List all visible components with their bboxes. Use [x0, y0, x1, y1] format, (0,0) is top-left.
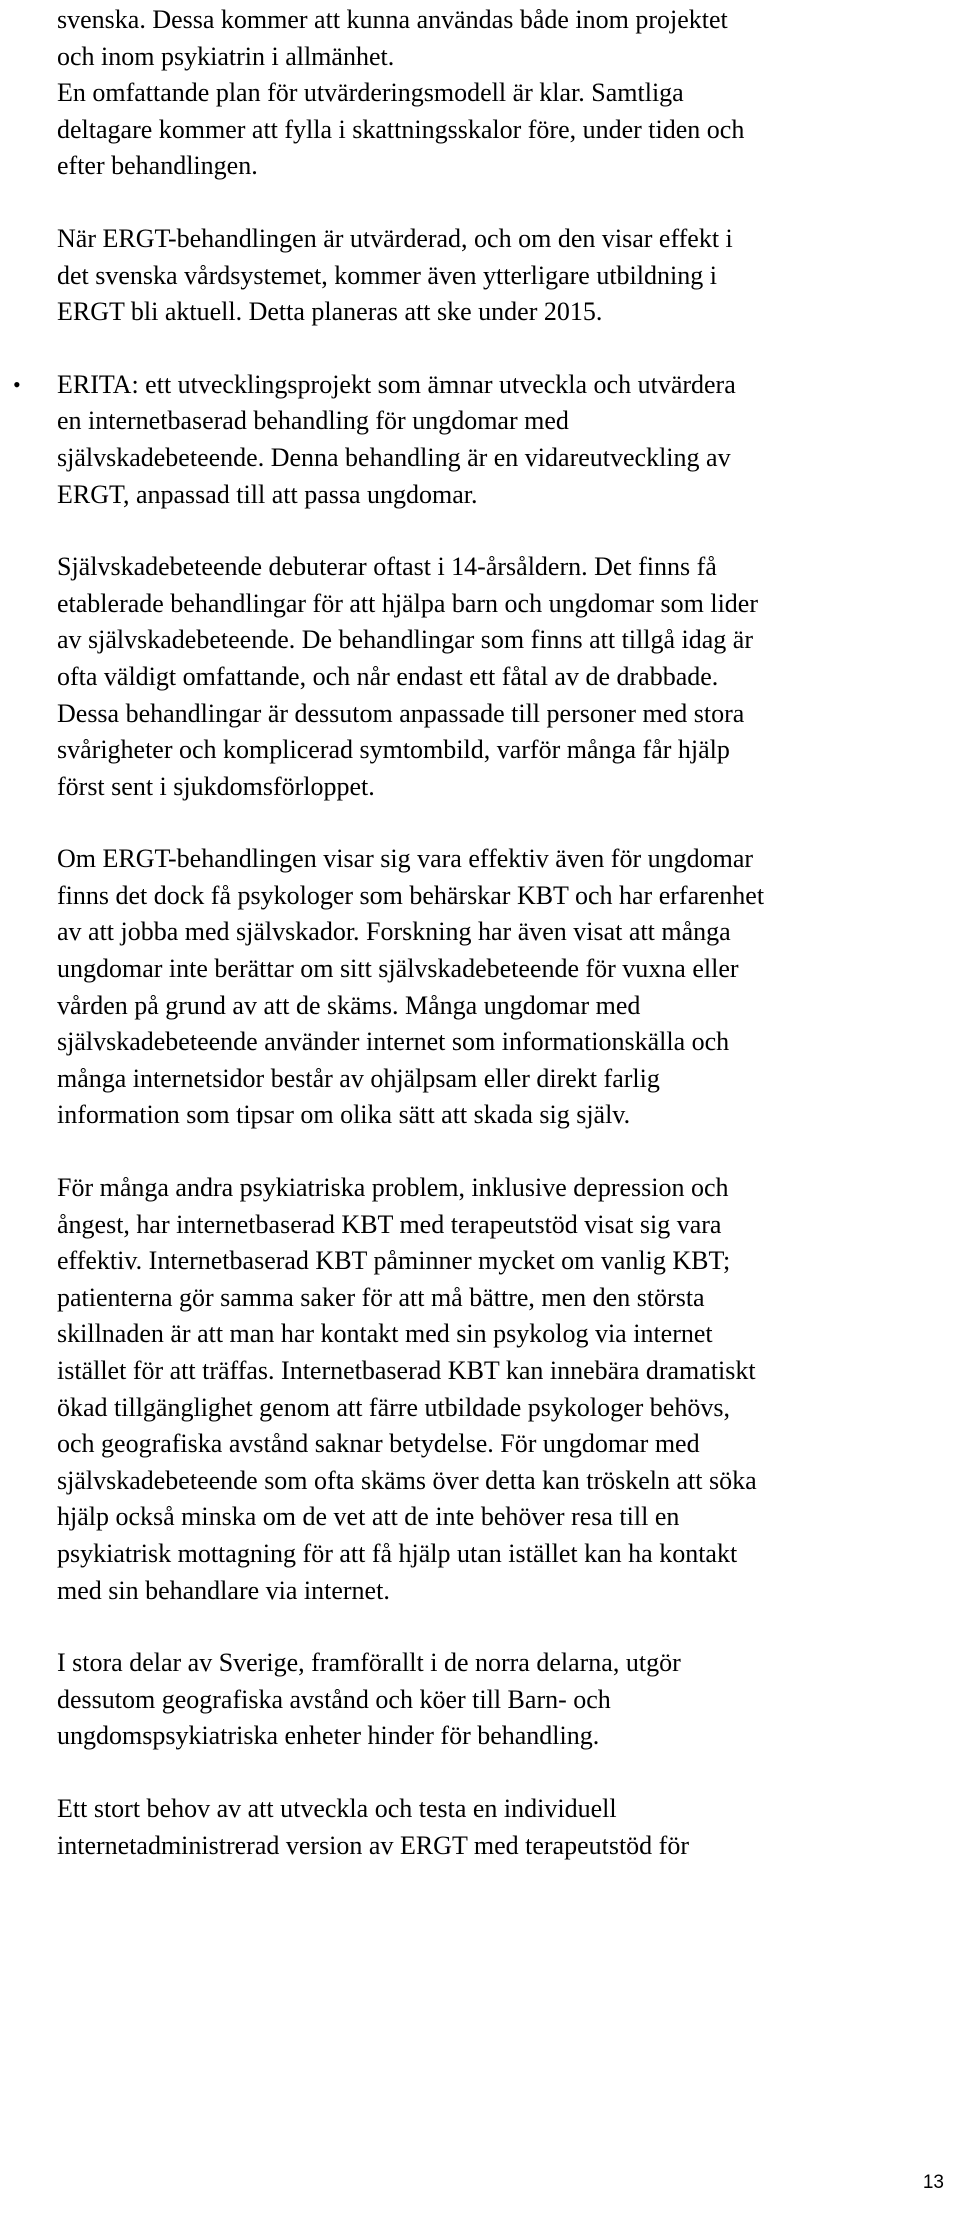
text-line: information som tipsar om olika sätt att skada sig själv. [57, 1100, 631, 1130]
text-line: av självskadebeteende. De behandlingar som finns att tillgå idag är [57, 625, 753, 655]
paragraph-evaluation-plan [57, 2, 937, 185]
text-line: först sent i sjukdomsförloppet. [57, 771, 375, 801]
paragraph-ergt-training [57, 221, 937, 331]
text-line: efter behandlingen. [57, 151, 258, 181]
text-line: självskadebeteende som ofta skäms över detta kan tröskeln att söka [57, 1465, 757, 1495]
paragraph-ergt-youth [57, 841, 937, 1134]
text-line: etablerade behandlingar för att hjälpa barn och ungdomar som lider [57, 588, 759, 618]
text-line: När ERGT-behandlingen är utvärderad, och om den visar effekt i [57, 223, 733, 253]
text-line: många internetsidor består av ohjälpsam eller direkt farlig [57, 1063, 660, 1093]
paragraph-self-harm-onset [57, 549, 937, 805]
text-line: svenska. Dessa kommer att kunna användas både inom projektet [57, 5, 728, 34]
text-line: I stora delar av Sverige, framförallt i de norra delarna, utgör [57, 1648, 681, 1678]
paragraph-geographic-distance [57, 1645, 937, 1755]
paragraph-gap [57, 331, 937, 367]
text-line: En omfattande plan för utvärderingsmodell är klar. Samtliga [57, 78, 684, 108]
page-number: 13 [922, 2172, 944, 2193]
text-line: med sin behandlare via internet. [57, 1575, 390, 1605]
text-line: en internetbaserad behandling för ungdomar med [57, 406, 569, 436]
text-line: ERGT, anpassad till att passa ungdomar. [57, 479, 478, 509]
paragraph-gap [57, 513, 937, 549]
text-line: deltagare kommer att fylla i skattningsskalor före, under tiden och [57, 114, 745, 144]
text-line: självskadebeteende. Denna behandling är en vidareutveckling av [57, 442, 731, 472]
document-body [13, 0, 937, 1864]
text-line: dessutom geografiska avstånd och köer till Barn- och [57, 1684, 611, 1714]
text-line: psykiatrisk mottagning för att få hjälp utan istället kan ha kontakt [57, 1538, 738, 1568]
text-line: ökad tillgänglighet genom att färre utbildade psykologer behövs, [57, 1392, 730, 1422]
text-line: hjälp också minska om de vet att de inte behöver resa till en [57, 1502, 680, 1532]
text-line: patienterna gör samma saker för att må bättre, men den största [57, 1282, 705, 1312]
text-line: av att jobba med självskador. Forskning har även visat att många [57, 917, 731, 947]
text-line: Om ERGT-behandlingen visar sig vara effektiv även för ungdomar [57, 844, 754, 874]
bullet-icon: • [13, 371, 21, 397]
text-line: och inom psykiatrin i allmänhet. [57, 41, 395, 71]
text-line: ERITA: ett utvecklingsprojekt som ämnar utveckla och utvärdera [57, 369, 736, 399]
text-line: ERGT bli aktuell. Detta planeras att ske under 2015. [57, 297, 603, 327]
paragraph-gap [57, 1609, 937, 1645]
text-line: ungdomspsykiatriska enheter hinder för behandling. [57, 1721, 600, 1751]
text-line: och geografiska avstånd saknar betydelse. För ungdomar med [57, 1429, 700, 1459]
text-line: För många andra psykiatriska problem, inklusive depression och [57, 1173, 729, 1203]
text-line: Dessa behandlingar är dessutom anpassade till personer med stora [57, 698, 745, 728]
text-line: ångest, har internetbaserad KBT med terapeutstöd visat sig vara [57, 1209, 722, 1239]
text-line: effektiv. Internetbaserad KBT påminner mycket om vanlig KBT; [57, 1246, 731, 1276]
text-line: ofta väldigt omfattande, och når endast ett fåtal av de drabbade. [57, 661, 719, 691]
text-line: finns det dock få psykologer som behärskar KBT och har erfarenhet [57, 880, 765, 910]
paragraph-gap [57, 805, 937, 841]
text-line: Ett stort behov av att utveckla och testa en individuell [57, 1793, 617, 1823]
text-line: vården på grund av att de skäms. Många ungdomar med [57, 990, 641, 1020]
text-line: Självskadebeteende debuterar oftast i 14-årsåldern. Det finns få [57, 552, 717, 582]
paragraph-development-need [57, 1791, 937, 1864]
bullet-item-erita [13, 367, 937, 513]
paragraph-gap [57, 1134, 937, 1170]
text-line: ungdomar inte berättar om sitt självskadebeteende för vuxna eller [57, 954, 739, 984]
text-line: istället för att träffas. Internetbaserad KBT kan innebära dramatiskt [57, 1356, 756, 1385]
text-line: självskadebeteende använder internet som informationskälla och [57, 1027, 730, 1057]
paragraph-gap [57, 1755, 937, 1791]
paragraph-gap [57, 185, 937, 221]
text-line: svårigheter och komplicerad symtombild, varför många får hjälp [57, 735, 730, 765]
text-line: skillnaden är att man har kontakt med sin psykolog via internet [57, 1319, 713, 1349]
text-line: det svenska vårdsystemet, kommer även ytterligare utbildning i [57, 260, 717, 290]
paragraph-internet-cbt [57, 1170, 937, 1609]
text-line: internetadministrerad version av ERGT med terapeutstöd för [57, 1830, 689, 1860]
